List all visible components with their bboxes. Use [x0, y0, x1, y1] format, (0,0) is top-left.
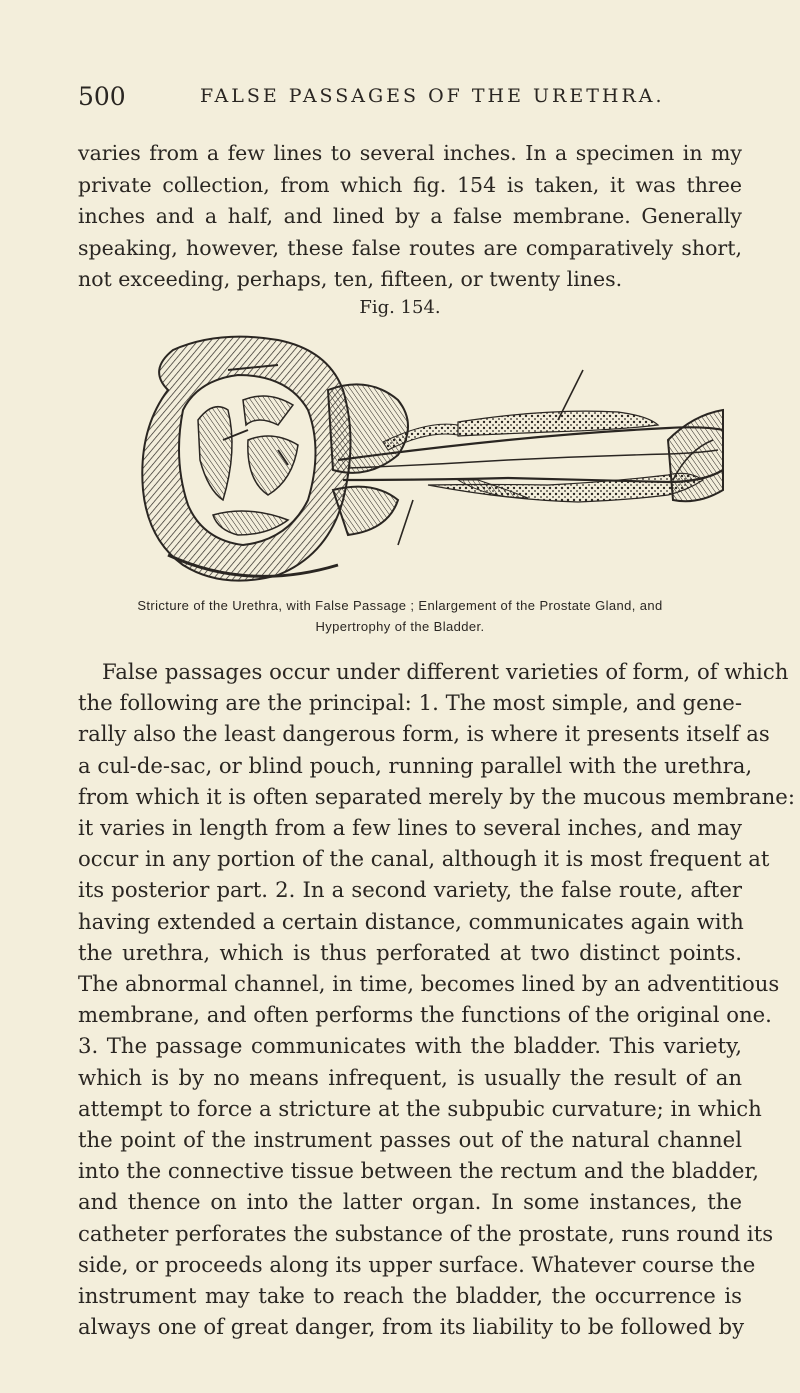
text-line: which is by no means infrequent, is usually the result of an [78, 1064, 742, 1090]
text-line: it varies in length from a few lines to several inches, and may [78, 815, 742, 841]
text-line: attempt to force a stricture at the subpubic curvature; in which [78, 1095, 762, 1121]
page-number: 500 [78, 82, 126, 111]
text-line: the following are the principal: 1. The most simple, and gene- [78, 690, 742, 716]
text-line: the point of the instrument passes out of the natural channel [78, 1127, 742, 1153]
figure-caption: Hypertrophy of the Bladder. [315, 619, 485, 634]
bladder-drawing [142, 337, 350, 581]
text-line: private collection, from which fig. 154 is taken, it was three [78, 172, 742, 197]
text-line: 3. The passage communicates with the bladder. This variety, [78, 1033, 742, 1059]
text-line: side, or proceeds along its upper surface. Whatever course the [78, 1251, 756, 1277]
text-line: occur in any portion of the canal, although it is most frequent at [78, 846, 770, 872]
text-line: rally also the least dangerous form, is where it presents itself as [78, 721, 770, 747]
text-line: catheter perforates the substance of the prostate, runs round its [78, 1220, 774, 1246]
text-line: having extended a certain distance, communicates again with [78, 908, 744, 934]
text-line: from which it is often separated merely by the mucous membrane: [78, 783, 795, 809]
figure-illustration [128, 330, 728, 592]
paragraph [78, 656, 795, 1342]
text-line: not exceeding, perhaps, ten, fifteen, or twenty lines. [78, 267, 623, 291]
paragraph-continued [78, 138, 742, 296]
pointer-line [398, 500, 413, 545]
text-line: and thence on into the latter organ. In some instances, the [78, 1189, 742, 1215]
running-head: FALSE PASSAGES OF THE URETHRA. [200, 85, 665, 107]
page-header [78, 82, 738, 116]
text-line: The abnormal channel, in time, becomes lined by an adventitious [78, 971, 780, 997]
text-line: False passages occur under different varieties of form, of which [102, 659, 789, 684]
figure-caption: Stricture of the Urethra, with False Passage ; Enlargement of the Prostate Gland, and [137, 598, 663, 613]
figure-label: Fig. 154. [359, 297, 441, 318]
text-line: into the connective tissue between the rectum and the bladder, [78, 1158, 760, 1184]
text-line: speaking, however, these false routes are comparatively short, [78, 235, 742, 260]
text-line: a cul-de-sac, or blind pouch, running parallel with the urethra, [78, 752, 753, 778]
text-line: varies from a few lines to several inches. In a specimen in my [78, 141, 742, 165]
text-line: its posterior part. 2. In a second variety, the false route, after [78, 877, 742, 903]
text-line: instrument may take to reach the bladder, the occurrence is [78, 1283, 742, 1309]
text-line: always one of great danger, from its liability to be followed by [78, 1314, 745, 1340]
text-line: membrane, and often performs the functions of the original one. [78, 1002, 772, 1028]
text-line: inches and a half, and lined by a false membrane. Generally [78, 204, 742, 228]
text-line: the urethra, which is thus perforated at two distinct points. [78, 939, 742, 965]
